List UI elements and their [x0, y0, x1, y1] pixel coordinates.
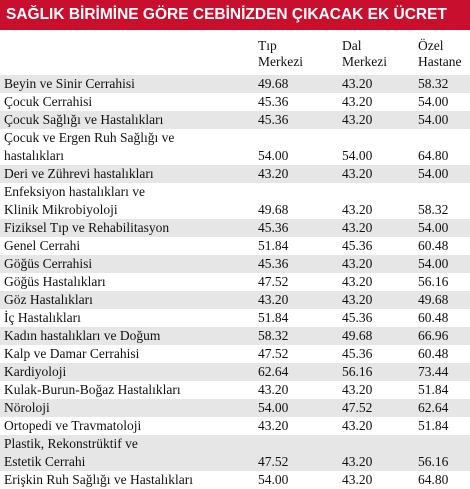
department-name-line: İç Hastalıkları [4, 310, 81, 325]
department-name-line: Kadın hastalıkları ve Doğum [4, 328, 161, 343]
dal-merkezi-value: 45.36 [342, 346, 373, 361]
department-name-line: Klinik Mikrobiyoloji [4, 202, 118, 217]
department-name-line: Genel Cerrahi [4, 238, 81, 253]
department-name-line: Çocuk ve Ergen Ruh Sağlığı ve [4, 130, 175, 145]
department-name-line: Estetik Cerrahi [4, 454, 86, 469]
tip-merkezi-value: 43.20 [258, 418, 289, 433]
department-name-line: Enfeksiyon hastalıkları ve [4, 184, 145, 199]
table-row [0, 93, 470, 111]
ozel-hastane-value: 60.48 [418, 310, 449, 325]
department-name [4, 237, 80, 255]
tip-merkezi-value: 51.84 [258, 310, 289, 325]
tip-merkezi-value: 45.36 [258, 94, 289, 109]
table-row [0, 345, 470, 363]
table-row [0, 237, 470, 255]
table-row [0, 129, 470, 165]
dal-merkezi-value: 43.20 [342, 166, 373, 181]
tip-merkezi-value: 43.20 [258, 166, 289, 181]
ozel-hastane-value: 56.16 [418, 454, 449, 469]
tip-merkezi-value: 49.68 [258, 202, 289, 217]
table-row [0, 471, 470, 489]
ozel-hastane-value: 66.96 [418, 328, 449, 343]
department-name [4, 111, 163, 129]
department-name [4, 435, 138, 471]
dal-merkezi-value: 47.52 [342, 400, 373, 415]
ozel-hastane-value: 60.48 [418, 346, 449, 361]
department-name-line: Çocuk Sağlığı ve Hastalıkları [4, 112, 164, 127]
department-name-line: Göğüs Cerrahisi [4, 256, 93, 271]
table-row [0, 399, 470, 417]
table-row [0, 165, 470, 183]
dal-merkezi-value: 43.20 [342, 220, 373, 235]
department-name-line: Ortopedi ve Travmatoloji [4, 418, 142, 433]
ozel-hastane-value: 64.80 [418, 148, 449, 163]
tip-merkezi-value: 47.52 [258, 454, 289, 469]
tip-merkezi-value: 54.00 [258, 400, 289, 415]
dal-merkezi-value: 43.20 [342, 256, 373, 271]
department-name [4, 309, 81, 327]
table-row [0, 309, 470, 327]
column-header-line: Tıp [258, 38, 277, 53]
table-row [0, 111, 470, 129]
dal-merkezi-value: 45.36 [342, 238, 373, 253]
department-name-line: Fiziksel Tıp ve Rehabilitasyon [4, 220, 170, 235]
tip-merkezi-value: 62.64 [258, 364, 289, 379]
dal-merkezi-value: 49.68 [342, 328, 373, 343]
ozel-hastane-value: 54.00 [418, 94, 449, 109]
table-title: SAĞLIK BİRİMİNE GÖRE CEBİNİZDEN ÇIKACAK EK ÜCRET [0, 0, 470, 30]
dal-merkezi-value: 43.20 [342, 418, 373, 433]
department-name [4, 417, 141, 435]
dal-merkezi-value: 43.20 [342, 94, 373, 109]
dal-merkezi-value: 43.20 [342, 112, 373, 127]
tip-merkezi-value: 47.52 [258, 274, 289, 289]
department-name-line: Beyin ve Sinir Cerrahisi [4, 76, 135, 91]
ozel-hastane-value: 51.84 [418, 418, 449, 433]
ozel-hastane-value: 56.16 [418, 274, 449, 289]
tip-merkezi-value: 45.36 [258, 112, 289, 127]
department-name [4, 363, 66, 381]
column-header-line: Merkezi [258, 54, 303, 69]
dal-merkezi-value: 43.20 [342, 454, 373, 469]
department-name [4, 255, 92, 273]
column-header-ozel-hastane [418, 38, 461, 70]
table-row [0, 255, 470, 273]
dal-merkezi-value: 43.20 [342, 472, 373, 487]
ozel-hastane-value: 54.00 [418, 256, 449, 271]
tip-merkezi-value: 47.52 [258, 346, 289, 361]
column-header-line: Dal [342, 38, 362, 53]
dal-merkezi-value: 43.20 [342, 382, 373, 397]
ozel-hastane-value: 58.32 [418, 76, 449, 91]
ozel-hastane-value: 62.64 [418, 400, 449, 415]
department-name [4, 93, 92, 111]
department-name-line: Erişkin Ruh Sağlığı ve Hastalıkları [4, 472, 193, 487]
department-name-line: Çocuk Cerrahisi [4, 94, 93, 109]
department-name-line: Kulak-Burun-Boğaz Hastalıkları [4, 382, 181, 397]
dal-merkezi-value: 43.20 [342, 274, 373, 289]
department-name-line: Göz Hastalıkları [4, 292, 93, 307]
ozel-hastane-value: 64.80 [418, 472, 449, 487]
department-name [4, 399, 50, 417]
table-row [0, 183, 470, 219]
department-name [4, 381, 181, 399]
table-row [0, 363, 470, 381]
table-row [0, 219, 470, 237]
table-row [0, 417, 470, 435]
department-name-line: Kalp ve Damar Cerrahisi [4, 346, 140, 361]
department-name [4, 75, 135, 93]
dal-merkezi-value: 43.20 [342, 76, 373, 91]
department-name [4, 345, 139, 363]
tip-merkezi-value: 49.68 [258, 76, 289, 91]
department-name [4, 129, 174, 165]
department-name [4, 165, 154, 183]
table-row [0, 381, 470, 399]
column-header-tip-merkezi [258, 38, 303, 70]
ozel-hastane-value: 58.32 [418, 202, 449, 217]
tip-merkezi-value: 51.84 [258, 238, 289, 253]
table-row [0, 291, 470, 309]
ozel-hastane-value: 60.48 [418, 238, 449, 253]
tip-merkezi-value: 43.20 [258, 382, 289, 397]
dal-merkezi-value: 43.20 [342, 202, 373, 217]
dal-merkezi-value: 56.16 [342, 364, 373, 379]
column-header-line: Merkezi [342, 54, 387, 69]
tip-merkezi-value: 45.36 [258, 256, 289, 271]
ozel-hastane-value: 51.84 [418, 382, 449, 397]
table-row [0, 435, 470, 471]
department-name-line: Kardiyoloji [4, 364, 67, 379]
department-name-line: Plastik, Rekonstrüktif ve [4, 436, 138, 451]
table-row [0, 273, 470, 291]
department-name [4, 273, 106, 291]
price-table [0, 75, 470, 489]
department-name [4, 291, 93, 309]
ozel-hastane-value: 54.00 [418, 220, 449, 235]
tip-merkezi-value: 58.32 [258, 328, 289, 343]
dal-merkezi-value: 43.20 [342, 292, 373, 307]
tip-merkezi-value: 54.00 [258, 148, 289, 163]
department-name [4, 183, 145, 219]
department-name-line: Deri ve Zührevi hastalıkları [4, 166, 154, 181]
table-row [0, 75, 470, 93]
ozel-hastane-value: 73.44 [418, 364, 449, 379]
department-name-line: hastalıkları [4, 148, 64, 163]
column-header-dal-merkezi [342, 38, 387, 70]
department-name-line: Nöroloji [4, 400, 50, 415]
department-name [4, 219, 169, 237]
department-name-line: Göğüs Hastalıkları [4, 274, 106, 289]
dal-merkezi-value: 54.00 [342, 148, 373, 163]
ozel-hastane-value: 54.00 [418, 112, 449, 127]
column-header-line: Hastane [418, 54, 462, 69]
department-name [4, 471, 193, 489]
tip-merkezi-value: 43.20 [258, 292, 289, 307]
ozel-hastane-value: 54.00 [418, 166, 449, 181]
column-header-line: Özel [418, 38, 444, 53]
dal-merkezi-value: 45.36 [342, 310, 373, 325]
tip-merkezi-value: 54.00 [258, 472, 289, 487]
table-row [0, 327, 470, 345]
tip-merkezi-value: 45.36 [258, 220, 289, 235]
department-name [4, 327, 160, 345]
ozel-hastane-value: 49.68 [418, 292, 449, 307]
